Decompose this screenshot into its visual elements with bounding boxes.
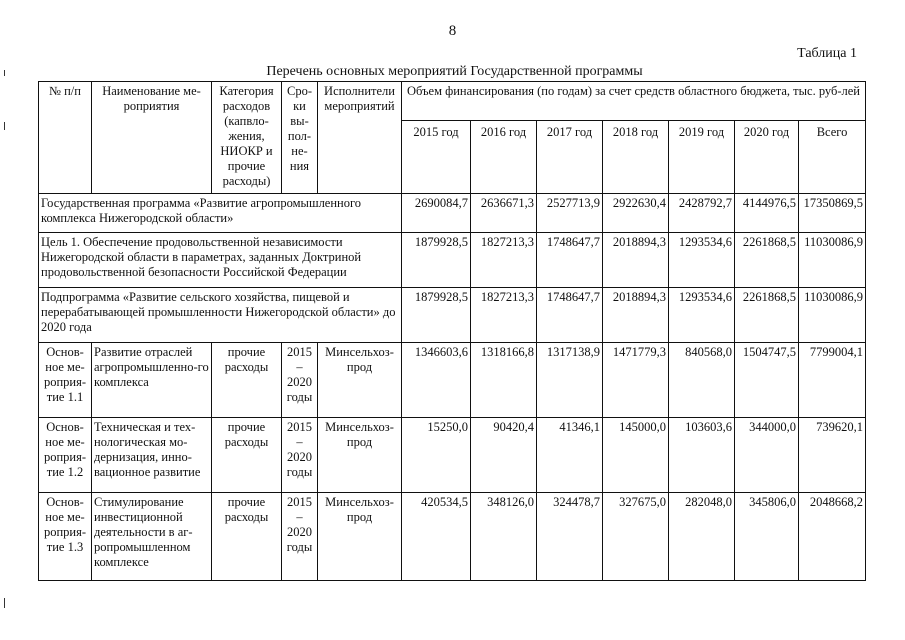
value-cell: 1748647,7 [537,288,603,343]
value-cell-total: 11030086,9 [799,233,866,288]
header-total: Всего [799,121,866,194]
program-title: Государственная программа «Развитие агропромышленного комплекса Нижегородской области» [39,194,402,233]
value-cell: 90420,4 [471,418,537,493]
value-cell-total: 739620,1 [799,418,866,493]
value-cell: 1293534,6 [669,288,735,343]
header-year: 2020 год [735,121,799,194]
value-cell: 1827213,3 [471,288,537,343]
value-cell: 41346,1 [537,418,603,493]
value-cell: 348126,0 [471,493,537,581]
value-cell: 327675,0 [603,493,669,581]
header-row [39,82,866,121]
value-cell: 1504747,5 [735,343,799,418]
value-cell: 2018894,3 [603,288,669,343]
activity-num: Основ-ное ме-роприя-тие 1.2 [39,418,92,493]
value-cell: 145000,0 [603,418,669,493]
activity-terms: 2015 – 2020 годы [282,343,318,418]
subprogram-title: Подпрограмма «Развитие сельского хозяйства, пищевой и перерабатывающей промышленности Нижегородской области» до 2020 года [39,288,402,343]
activity-terms: 2015 – 2020 годы [282,493,318,581]
value-cell: 1827213,3 [471,233,537,288]
value-cell: 1471779,3 [603,343,669,418]
activity-num: Основ-ное ме-роприя-тие 1.1 [39,343,92,418]
header-category: Категория расходов (капвло-жения, НИОКР и прочие расходы) [212,82,282,194]
value-cell: 2428792,7 [669,194,735,233]
activity-category: прочие расходы [212,343,282,418]
scan-margin-mark [4,598,5,608]
value-cell: 344000,0 [735,418,799,493]
activity-category: прочие расходы [212,418,282,493]
value-cell: 2690084,7 [402,194,471,233]
table-title: Перечень основных мероприятий Государственной программы [266,64,643,79]
header-funding: Объем финансирования (по годам) за счет средств областного бюджета, тыс. руб-лей [402,82,866,121]
value-cell: 15250,0 [402,418,471,493]
value-cell: 345806,0 [735,493,799,581]
activity-executor: Минсельхоз-прод [318,493,402,581]
value-cell: 282048,0 [669,493,735,581]
value-cell: 1346603,6 [402,343,471,418]
table-row-activity [39,493,866,581]
value-cell-total: 17350869,5 [799,194,866,233]
activities-table [38,81,866,581]
activity-num: Основ-ное ме-роприя-тие 1.3 [39,493,92,581]
goal-title: Цель 1. Обеспечение продовольственной независимости Нижегородской области в параметрах, заданных Доктриной продовольственной безопасности Российской Федерации [39,233,402,288]
value-cell: 840568,0 [669,343,735,418]
table-row-activity [39,418,866,493]
table-label: Таблица 1 [797,46,857,61]
value-cell: 2018894,3 [603,233,669,288]
header-year: 2017 год [537,121,603,194]
header-executors: Исполнители мероприятий [318,82,402,194]
value-cell: 1293534,6 [669,233,735,288]
value-cell-total: 7799004,1 [799,343,866,418]
value-cell: 2261868,5 [735,233,799,288]
table-row-program [39,194,866,233]
value-cell: 1317138,9 [537,343,603,418]
header-year: 2019 год [669,121,735,194]
header-name: Наименование ме-роприятия [92,82,212,194]
value-cell: 1318166,8 [471,343,537,418]
value-cell: 4144976,5 [735,194,799,233]
value-cell: 324478,7 [537,493,603,581]
value-cell: 1879928,5 [402,288,471,343]
value-cell: 2636671,3 [471,194,537,233]
activity-name: Стимулирование инвестиционной деятельности в аг-ропромышленном комплексе [92,493,212,581]
activity-name: Техническая и тех-нологическая мо-дернизация, инно-вационное развитие [92,418,212,493]
activity-executor: Минсельхоз-прод [318,343,402,418]
scan-margin-mark [4,122,5,130]
value-cell: 2261868,5 [735,288,799,343]
value-cell-total: 2048668,2 [799,493,866,581]
value-cell: 1879928,5 [402,233,471,288]
value-cell: 2527713,9 [537,194,603,233]
page-number: 8 [448,23,457,39]
value-cell: 1748647,7 [537,233,603,288]
activity-executor: Минсельхоз-прод [318,418,402,493]
value-cell-total: 11030086,9 [799,288,866,343]
header-year: 2015 год [402,121,471,194]
value-cell: 2922630,4 [603,194,669,233]
header-year: 2018 год [603,121,669,194]
activity-name: Развитие отраслей агропромышленно-го комплекса [92,343,212,418]
header-year: 2016 год [471,121,537,194]
value-cell: 103603,6 [669,418,735,493]
activity-terms: 2015 – 2020 годы [282,418,318,493]
table-row-activity [39,343,866,418]
header-terms: Сро-ки вы-пол-не-ния [282,82,318,194]
activity-category: прочие расходы [212,493,282,581]
header-num: № п/п [39,82,92,194]
value-cell: 420534,5 [402,493,471,581]
table-row-subprogram [39,288,866,343]
table-row-goal [39,233,866,288]
